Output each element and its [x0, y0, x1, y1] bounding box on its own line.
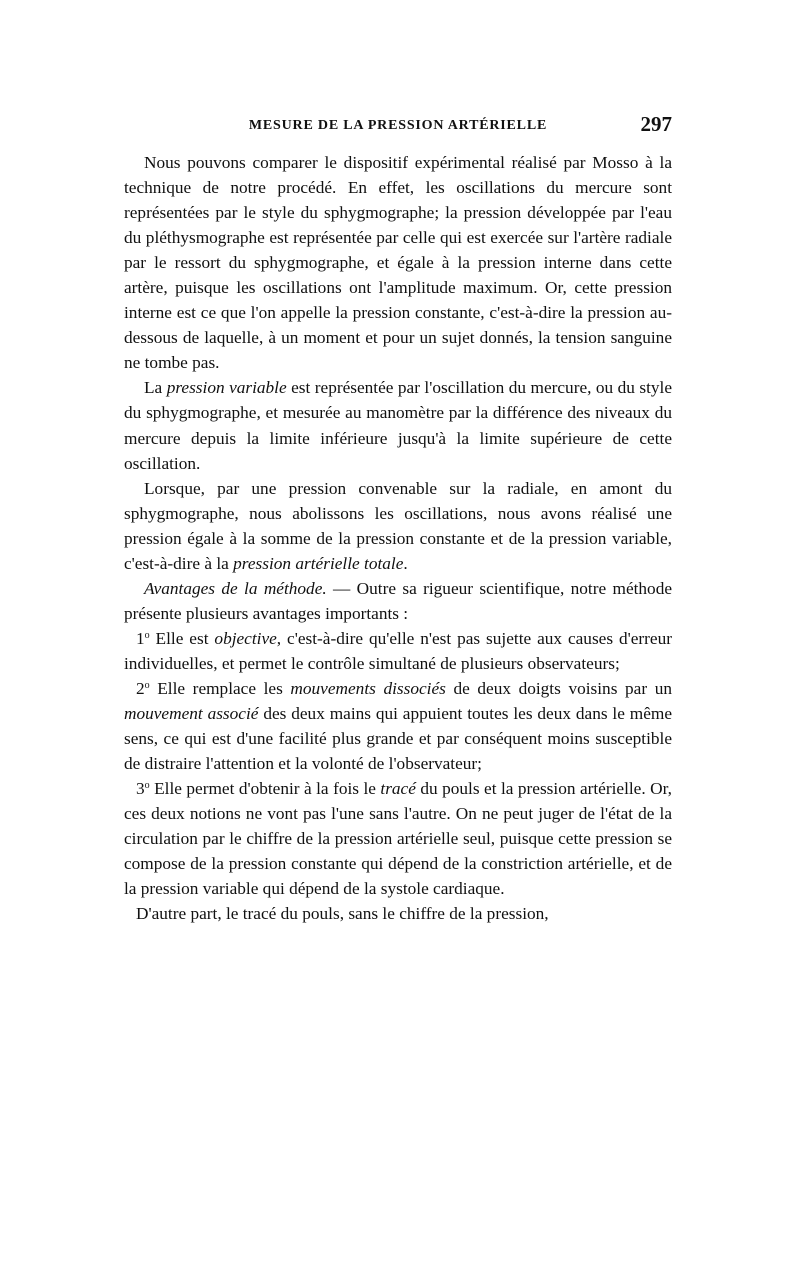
running-header	[124, 112, 672, 144]
paragraph-final	[124, 901, 672, 926]
list-item-1-number: 1	[136, 628, 145, 648]
list-item-2-rest: des deux mains qui appuient toutes les deux dans le même sens, ce qui est d'une facilité plus grande et par conséquent moins susceptible de distraire l'attention et la volonté de l'observateur;	[124, 704, 672, 774]
list-item-3-lead: Elle permet d'obtenir à la fois le	[149, 779, 381, 799]
page-number: 297	[640, 112, 672, 136]
section-heading-avantages: Avantages de la méthode.	[144, 578, 327, 598]
list-item-3-rest: du pouls et la pression artérielle. Or, ces deux notions ne vont pas l'une sans l'autre. On ne peut juger de l'état de la circulation par le chiffre de la pression artérielle seul, puisque cette pression se compose de la pression constante qui dépend de la constriction artérielle, et de la pression variable qui dépend de la systole cardiaque.	[124, 779, 672, 899]
paragraph-3-rest: .	[403, 553, 408, 573]
term-pression-arterielle-totale: pression artérielle totale	[233, 553, 404, 573]
list-item-2-mid: de deux doigts voisins par un	[445, 678, 672, 698]
term-objective: objective	[214, 628, 277, 648]
list-item-2	[124, 676, 672, 776]
paragraph-4-rest: — Outre sa rigueur scientifique, notre méthode présente plusieurs avantages importants :	[124, 578, 673, 623]
paragraph-4	[124, 576, 672, 626]
paragraph-3	[124, 476, 672, 576]
list-item-1-rest: , c'est-à-dire qu'elle n'est pas sujette aux causes d'erreur individuelles, et permet le contrôle simultané de plusieurs observateurs;	[124, 628, 672, 673]
list-item-2-ordinal: o	[144, 679, 150, 691]
term-mouvements-dissocies: mouvements dissociés	[290, 678, 446, 698]
paragraph-1	[124, 150, 672, 375]
list-item-2-number: 2	[136, 678, 145, 698]
paragraph-2-rest: est représentée par l'oscillation du mercure, ou du style du sphygmographe, et mesurée au manomètre par la différence des niveaux du mercure depuis la limite inférieure jusqu'à la limite supérieure de cette oscillation.	[124, 378, 673, 473]
paragraph-2-lead: La	[144, 378, 167, 398]
term-pression-variable: pression variable	[166, 378, 287, 398]
term-trace: tracé	[380, 779, 416, 799]
list-item-2-lead: Elle remplace les	[149, 678, 291, 698]
paragraph-3-lead: Lorsque, par une pression convenable sur la radiale, en amont du sphygmographe, nous abolissons les oscillations, nous avons réalisé une pression égale à la somme de la pression constante et de la pression variable, c'est-à-dire à la	[124, 478, 672, 573]
paragraph-2	[124, 375, 672, 475]
list-item-1-lead: Elle est	[149, 628, 215, 648]
list-item-3	[124, 776, 672, 901]
list-item-3-number: 3	[136, 779, 145, 799]
running-title: MESURE DE LA PRESSION ARTÉRIELLE	[248, 118, 548, 133]
list-item-1-ordinal: o	[144, 629, 150, 641]
paragraph-1-text: Nous pouvons comparer le dispositif expérimental réalisé par Mosso à la technique de notre procédé. En effet, les oscillations du mercure sont représentées par le style du sphygmographe; la pression développée par l'eau du pléthysmographe est représentée par celle qui est exercée sur l'artère radiale par le ressort du sphygmographe, et égale à la pression interne dans cette artère, puisque les oscillations ont l'amplitude maximum. Or, cette pression interne est ce que l'on appelle la pression constante, c'est-à-dire la pression au-dessous de laquelle, à un moment et pour un sujet donnés, la tension sanguine ne tombe pas.	[124, 153, 672, 373]
list-item-3-ordinal: o	[144, 780, 150, 792]
list-item-1	[124, 626, 672, 676]
paragraph-final-text: D'autre part, le tracé du pouls, sans le chiffre de la pression,	[136, 904, 549, 924]
term-mouvement-associe: mouvement associé	[124, 704, 259, 724]
body-text	[124, 150, 672, 926]
